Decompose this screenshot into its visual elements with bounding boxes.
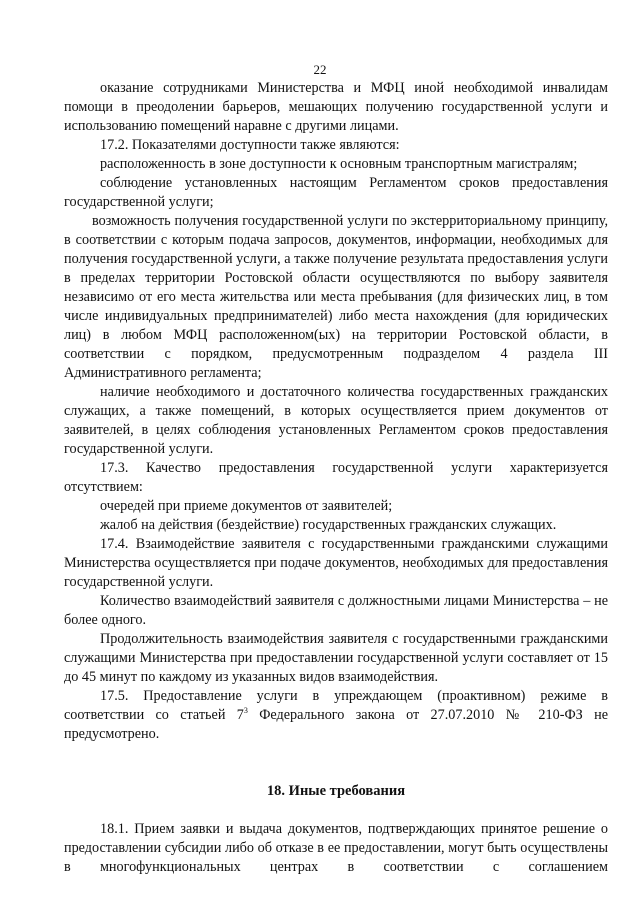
paragraph-text: 17.5. Предоставление услуги в упреждающем (проактивном) режиме в соответствии со статьей 7 bbox=[64, 688, 608, 723]
paragraph: оказание сотрудниками Министерства и МФЦ иной необходимой инвалидам помощи в преодолении барьеров, мешающих получению государственной услуги и использованию помещений наравне с другими лицами. bbox=[64, 80, 608, 134]
paragraph: Продолжительность взаимодействия заявителя с государственными гражданскими служащими Министерства при предоставлении государственной услуги составляет от 15 до 45 минут по каждому из указанных видов взаимодействия. bbox=[64, 631, 608, 685]
paragraph: Количество взаимодействий заявителя с должностными лицами Министерства – не более одного. bbox=[64, 593, 608, 628]
spacer bbox=[64, 801, 608, 820]
paragraph: 18.1. Прием заявки и выдача документов, подтверждающих принятое решение о предоставлении субсидии либо об отказе в ее предоставлении, могут быть осуществлены в многофункциональных центрах в соответствии с соглашением bbox=[64, 821, 608, 875]
spacer bbox=[64, 744, 608, 782]
section-heading: 18. Иные требования bbox=[266, 783, 406, 799]
superscript: 3 bbox=[243, 706, 248, 715]
paragraph-text: Федерального закона от 27.07.2010 № 210-ФЗ не предусмотрено. bbox=[64, 707, 608, 742]
paragraph: очередей при приеме документов от заявителей; bbox=[100, 498, 393, 514]
paragraph: 17.4. Взаимодействие заявителя с государственными гражданскими служащими Министерства осуществляется при подаче документов, необходимых для предоставления государственной услуги. bbox=[64, 536, 608, 590]
paragraph: 17.2. Показателями доступности также являются: bbox=[100, 137, 400, 153]
paragraph: жалоб на действия (бездействие) государственных гражданских служащих. bbox=[100, 517, 557, 533]
paragraph bbox=[64, 687, 608, 744]
document-body bbox=[64, 79, 608, 877]
paragraph: возможность получения государственной услуги по экстерриториальному принципу, в соответствии с которым подача запросов, документов, информации, необходимых для получения государственной услуги, а также получение результата предоставления услуги в пределах территории Ростовской области осуществляются по выбору заявителя независимо от его места жительства или места пребывания (для физических лиц, в том числе индивидуальных предпринимателей) либо места нахождения (для юридических лиц) в любом МФЦ расположенном(ых) на территории Ростовской области, в соответствии с порядком, предусмотренным подразделом 4 раздела III Административного регламента; bbox=[64, 213, 608, 381]
paragraph: наличие необходимого и достаточного количества государственных гражданских служащих, а также помещений, в которых осуществляется прием документов от заявителей, в целях соблюдения установленных Регламентом сроков предоставления государственной услуги. bbox=[64, 384, 608, 457]
paragraph: соблюдение установленных настоящим Регламентом сроков предоставления государственной услуги; bbox=[64, 175, 608, 210]
paragraph: 17.3. Качество предоставления государственной услуги характеризуется отсутствием: bbox=[64, 460, 608, 495]
paragraph: расположенность в зоне доступности к основным транспортным магистралям; bbox=[100, 156, 578, 172]
page-number: 22 bbox=[313, 62, 327, 77]
